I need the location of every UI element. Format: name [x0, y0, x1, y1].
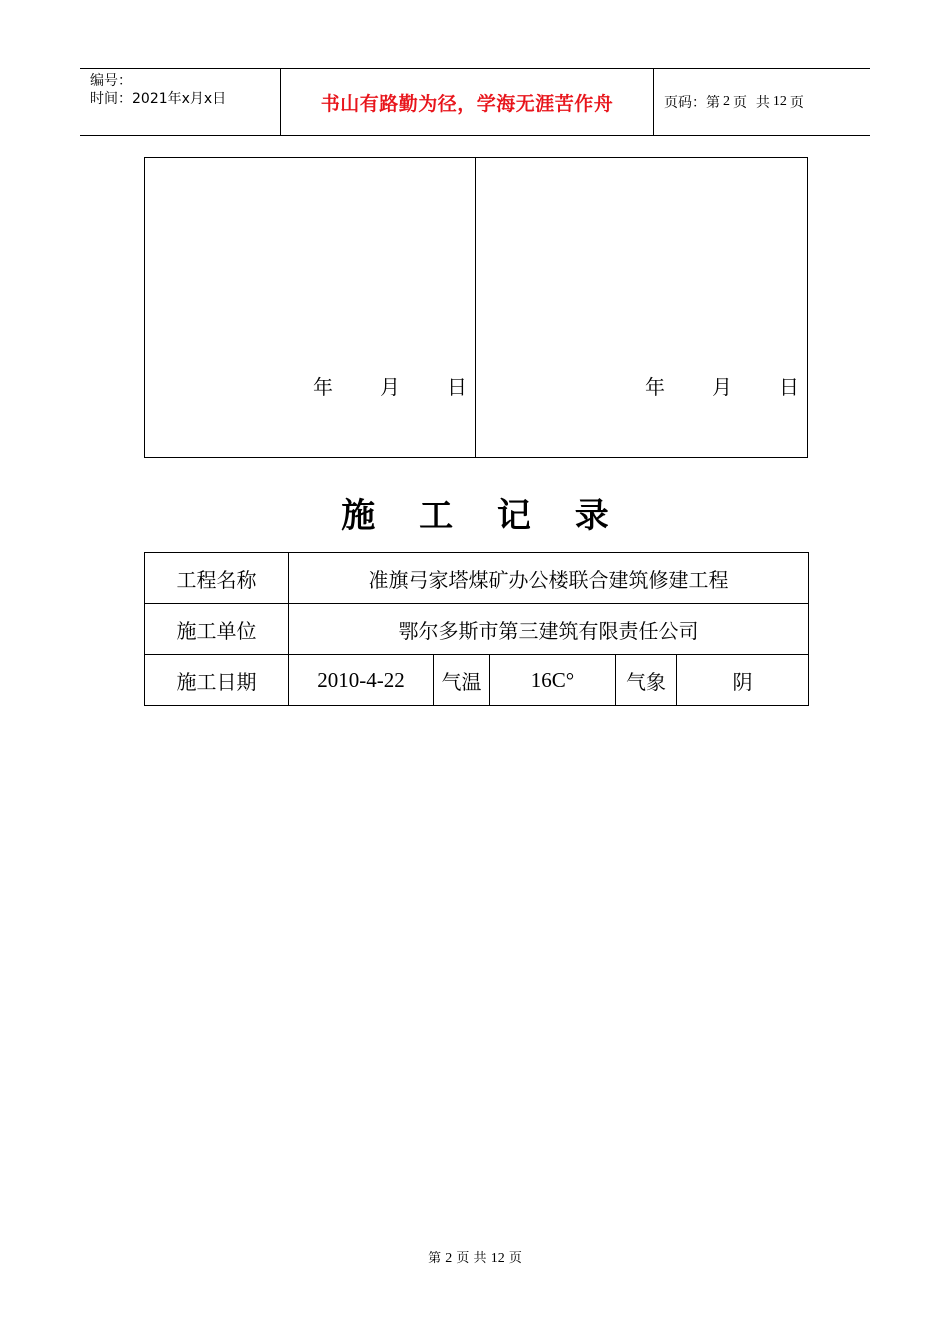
header-motto: 书山有路勤为径，学海无涯苦作舟 [281, 69, 654, 135]
month-label: 月 [380, 375, 400, 399]
footer-suffix: 页 [508, 1251, 522, 1266]
number-label: 编号： [90, 73, 132, 89]
table-row [145, 604, 809, 655]
header-page-info [654, 69, 870, 135]
temp-label: 气温 [434, 655, 490, 706]
construction-record-table [144, 552, 809, 706]
page-mid: 页 共 [733, 95, 770, 111]
signature-box [144, 157, 808, 458]
page-current: 2 [723, 94, 730, 109]
footer-mid: 页 共 [456, 1251, 487, 1266]
project-name-value: 准旗弓家塔煤矿办公楼联合建筑修建工程 [289, 553, 809, 604]
footer-total: 12 [490, 1251, 505, 1266]
signature-left [145, 158, 476, 457]
time-label: 时间：2021年x月x日 [90, 91, 227, 107]
footer-current: 2 [445, 1251, 453, 1266]
day-label: 日 [779, 375, 799, 399]
unit-value: 鄂尔多斯市第三建筑有限责任公司 [289, 604, 809, 655]
project-name-label: 工程名称 [145, 553, 289, 604]
date-value: 2010-4-22 [289, 655, 434, 706]
page-title: 施 工 记 录 [341, 496, 625, 536]
page-suffix: 页 [789, 95, 804, 111]
temp-value: 16C° [490, 655, 616, 706]
page-total: 12 [772, 94, 787, 109]
date-label: 施工日期 [145, 655, 289, 706]
table-row [145, 553, 809, 604]
page-header [80, 68, 870, 136]
month-label: 月 [712, 375, 732, 399]
page-footer [0, 1247, 950, 1267]
page-prefix: 页码：第 [664, 95, 720, 111]
weather-value: 阴 [677, 655, 809, 706]
signature-right [476, 158, 807, 457]
footer-prefix: 第 [428, 1251, 442, 1266]
weather-label: 气象 [616, 655, 677, 706]
year-label: 年 [645, 375, 665, 399]
header-meta [80, 69, 281, 135]
year-label: 年 [313, 375, 333, 399]
unit-label: 施工单位 [145, 604, 289, 655]
table-row [145, 655, 809, 706]
day-label: 日 [447, 375, 467, 399]
